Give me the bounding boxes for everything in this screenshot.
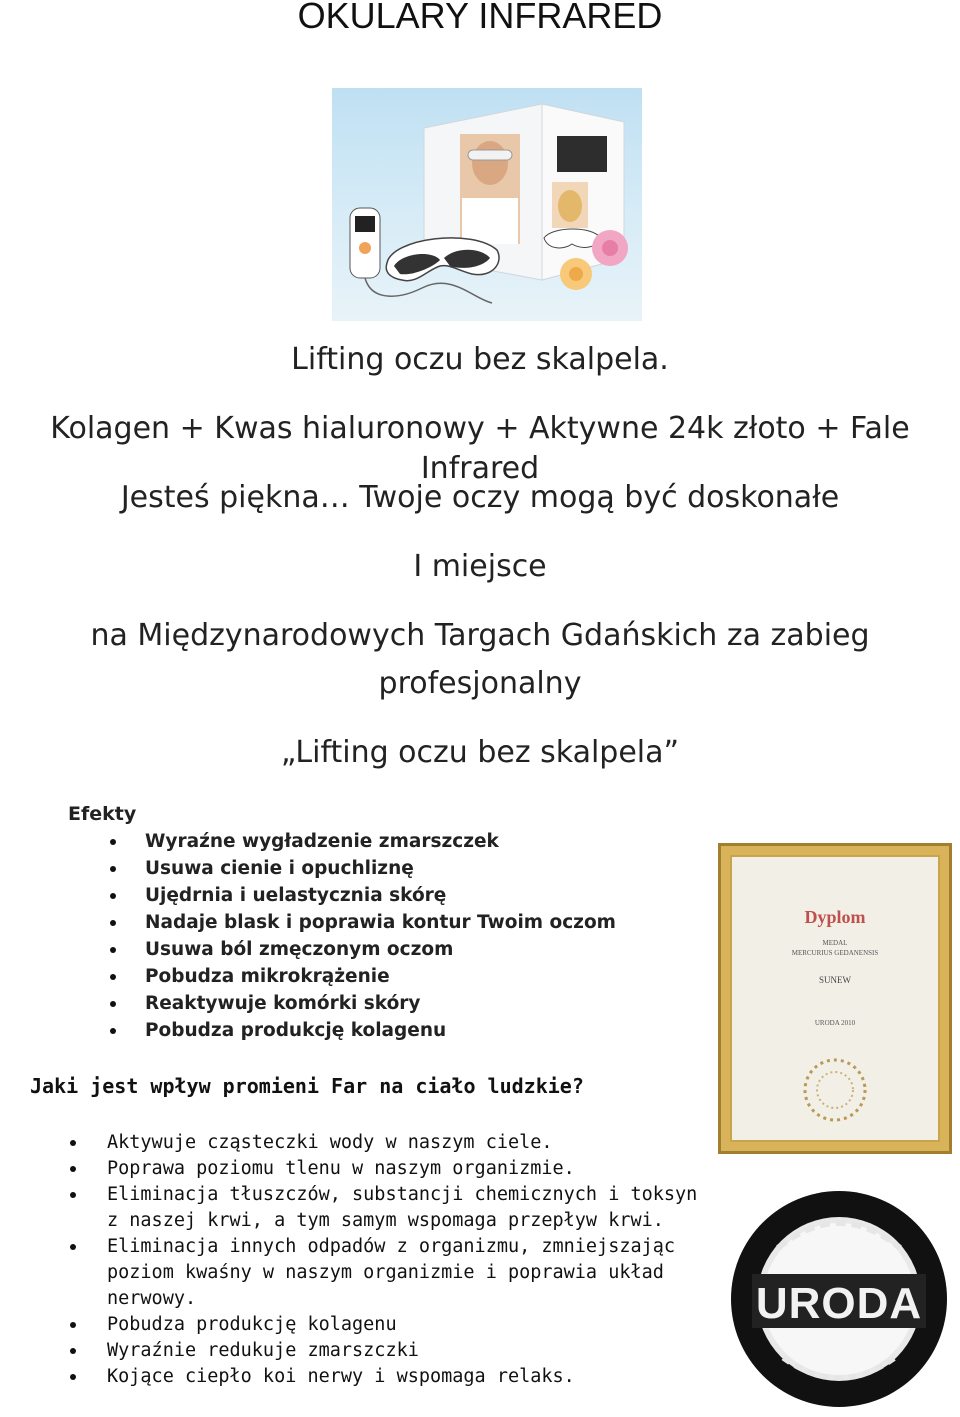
efekty-list bbox=[110, 828, 616, 1044]
list-item: Ujędrnia i uelastycznia skórę bbox=[110, 882, 616, 909]
list-item: Pobudza produkcję kolagenu bbox=[110, 1017, 616, 1044]
headline-lifting: Lifting oczu bez skalpela. bbox=[291, 342, 669, 377]
list-item: Wyraźne wygładzenie zmarszczek bbox=[110, 828, 616, 855]
list-item: Wyraźnie redukuje zmarszczki bbox=[70, 1338, 710, 1364]
headline-quote: „Lifting oczu bez skalpela” bbox=[280, 735, 680, 770]
headline-professional: profesjonalny bbox=[378, 666, 582, 701]
diploma-line: URODA 2010 bbox=[814, 1019, 856, 1027]
list-item: Usuwa cienie i opuchliznę bbox=[110, 855, 616, 882]
diploma-line: MEDAL bbox=[822, 939, 848, 947]
headline-fair: na Międzynarodowych Targach Gdańskich za zabieg bbox=[90, 618, 870, 653]
list-item: Eliminacja innych odpadów z organizmu, zmniejszając poziom kwaśny w naszym organizmie i poprawia układ nerwowy. bbox=[70, 1234, 710, 1312]
far-list bbox=[70, 1130, 710, 1390]
diploma-title: Dyplom bbox=[804, 907, 866, 927]
headline-beauty: Jesteś piękna… Twoje oczy mogą być doskonałe bbox=[120, 480, 840, 515]
diploma-seal-icon bbox=[795, 1050, 875, 1130]
svg-text:URODA: URODA bbox=[755, 1279, 923, 1328]
efekty-label: Efekty bbox=[68, 803, 137, 825]
list-item: Kojące ciepło koi nerwy i wspomaga relaks. bbox=[70, 1364, 710, 1390]
list-item: Aktywuje cząsteczki wody w naszym ciele. bbox=[70, 1130, 710, 1156]
diploma-line: SUNEW bbox=[819, 975, 851, 985]
list-item: Pobudza mikrokrążenie bbox=[110, 963, 616, 990]
product-illustration bbox=[332, 88, 642, 321]
list-item: Usuwa ból zmęczonym oczom bbox=[110, 936, 616, 963]
list-item: Poprawa poziomu tlenu w naszym organizmie. bbox=[70, 1156, 710, 1182]
diploma-image bbox=[718, 843, 952, 1154]
diploma-paper bbox=[730, 855, 940, 1142]
product-image bbox=[332, 88, 642, 321]
diploma-line: MERCURIUS GEDANENSIS bbox=[791, 949, 879, 957]
uroda-seal-logo bbox=[728, 1188, 950, 1410]
list-item: Pobudza produkcję kolagenu bbox=[70, 1312, 710, 1338]
list-item: Reaktywuje komórki skóry bbox=[110, 990, 616, 1017]
uroda-seal-icon bbox=[728, 1188, 950, 1410]
list-item: Eliminacja tłuszczów, substancji chemicznych i toksyn z naszej krwi, a tym samym wspomaga przepływ krwi. bbox=[70, 1182, 710, 1234]
page-title: OKULARY INFRARED bbox=[297, 0, 663, 36]
headline-first-place: I miejsce bbox=[413, 549, 547, 584]
headline-ingredients: Kolagen + Kwas hialuronowy + Aktywne 24k złoto + Fale Infrared bbox=[50, 411, 910, 486]
list-item: Nadaje blask i poprawia kontur Twoim oczom bbox=[110, 909, 616, 936]
far-heading: Jaki jest wpływ promieni Far na ciało ludzkie? bbox=[30, 1074, 584, 1098]
